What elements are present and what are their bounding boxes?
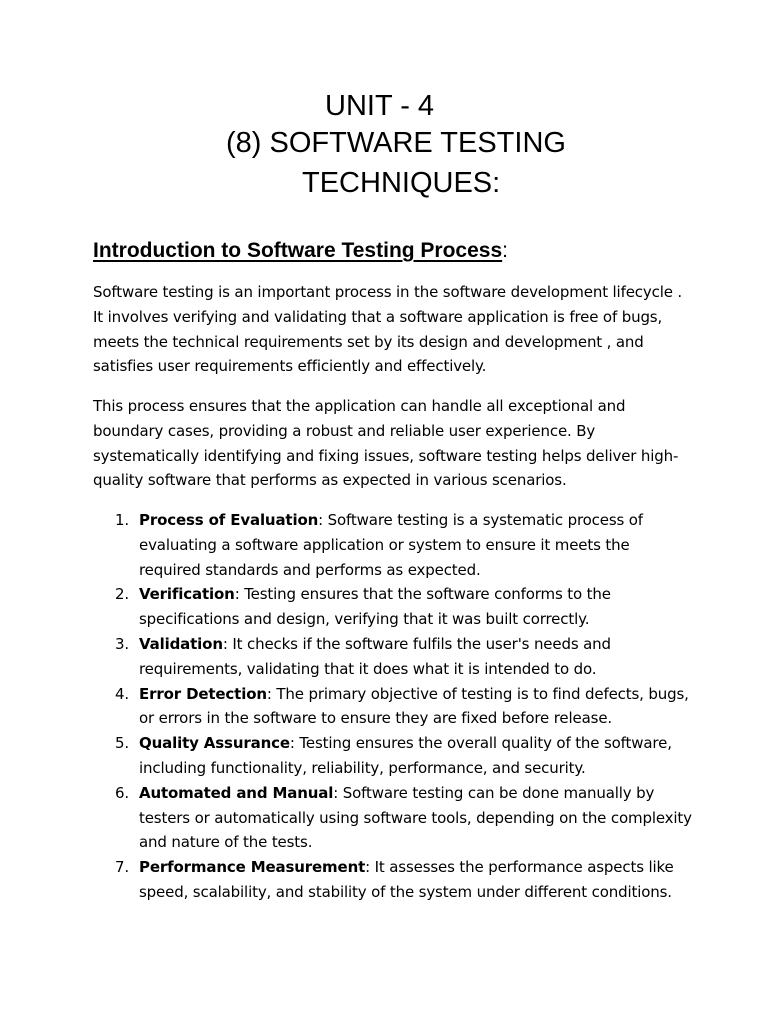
list-item <box>93 582 693 632</box>
section-heading <box>93 237 508 265</box>
list-item-text: : Software testing is a systematic process of evaluating a software application or system to ensure it meets the required standards and performs as expected. <box>139 511 643 579</box>
list-item-number: 6. <box>115 783 130 802</box>
list-item-text: : Testing ensures that the software conforms to the specifications and design, verifying that it was built correctly. <box>139 585 611 629</box>
section-heading-text: Introduction to Software Testing Process <box>93 239 503 262</box>
list-item-number: 3. <box>115 634 130 653</box>
list-item-term: Performance Measurement <box>139 858 366 877</box>
list-item-term: Process of Evaluation <box>139 511 319 529</box>
process-paragraph: This process ensures that the application can handle all exceptional and boundary cases, providing a robust and reliable user experience. By systematically identifying and fixing issues, software testing helps deliver high-quality software that performs as expected in various scenarios. <box>93 397 679 490</box>
list-item-number: 4. <box>115 684 130 703</box>
list-item-term: Error Detection <box>139 684 267 703</box>
list-item-number: 1. <box>115 511 130 529</box>
title-line-topic-cont: TECHNIQUES: <box>302 167 501 199</box>
title-line-unit: UNIT - 4 <box>325 90 435 122</box>
list-item-text: : Software testing can be done manually by testers or automatically using software tools, depending on the complexity and nature of the tests. <box>139 783 692 852</box>
list-item <box>93 855 693 905</box>
list-item <box>93 682 693 732</box>
list-item-number: 2. <box>115 585 130 604</box>
section-heading-colon: : <box>502 239 508 262</box>
list-item-text: : It assesses the performance aspects like speed, scalability, and stability of the system under different conditions. <box>139 858 674 901</box>
list-item <box>93 508 693 582</box>
list-item-number: 5. <box>115 734 130 753</box>
list-item <box>93 781 693 855</box>
list-item <box>93 632 693 682</box>
list-item-text: : It checks if the software fulfils the user's needs and requirements, validating that it does what it is intended to do. <box>139 634 611 678</box>
list-item-number: 7. <box>115 858 130 877</box>
list-item-term: Automated and Manual <box>139 783 334 802</box>
list-item-term: Verification <box>139 585 235 604</box>
characteristics-list <box>93 508 693 905</box>
list-item-text: : Testing ensures the overall quality of the software, including functionality, reliability, performance, and security. <box>139 734 672 777</box>
list-item-term: Quality Assurance <box>139 734 290 753</box>
list-item-text: : The primary objective of testing is to find defects, bugs, or errors in the software to ensure they are fixed before release. <box>139 684 689 728</box>
list-item <box>93 731 693 781</box>
list-item-term: Validation <box>139 634 223 653</box>
intro-paragraph: Software testing is an important process in the software development lifecycle . It involves verifying and validating that a software application is free of bugs, meets the technical requirements set by its design and development , and satisfies user requirements efficiently and effectively. <box>93 283 683 376</box>
title-line-topic: (8) SOFTWARE TESTING <box>226 127 566 159</box>
